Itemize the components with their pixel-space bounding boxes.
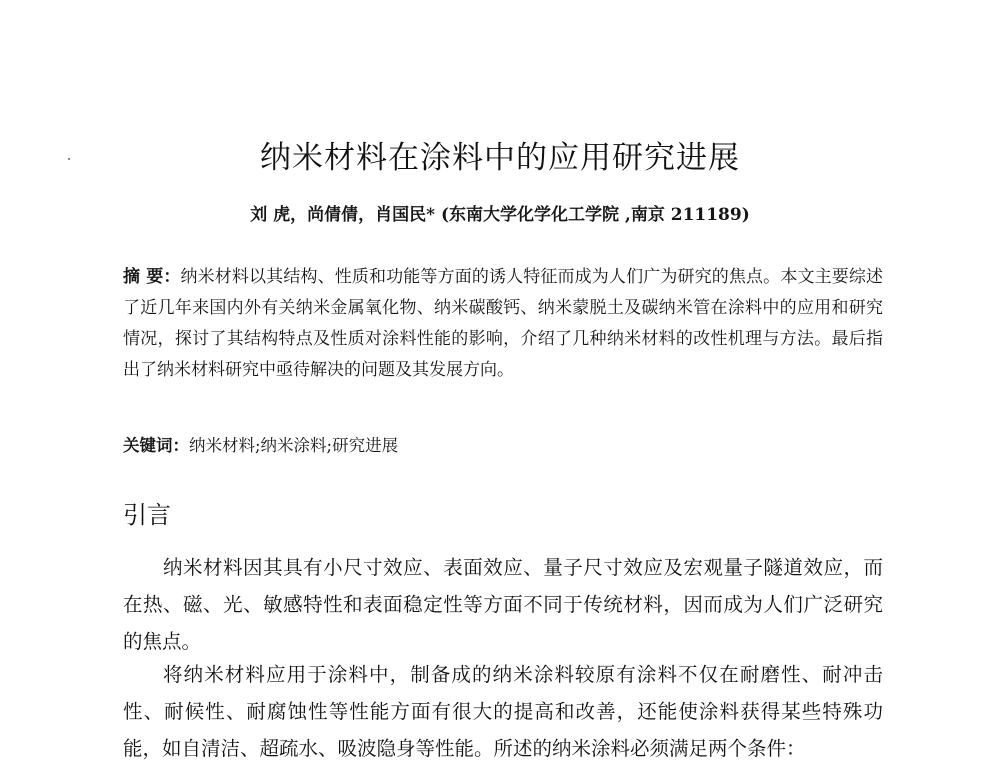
paper-title: 纳米材料在涂料中的应用研究进展: [260, 140, 740, 176]
keywords-label: 关键词：: [123, 436, 189, 455]
keywords-text: 纳米材料;纳米涂料;研究进展: [189, 436, 399, 455]
author-line: 刘 虎，尚倩倩，肖国民* (东南大学化学化工学院 ,南京 211189): [250, 205, 750, 225]
section-heading-introduction: 引言: [123, 501, 171, 529]
abstract: [123, 262, 883, 386]
body-paragraph: 将纳米材料应用于涂料中，制备成的纳米涂料较原有涂料不仅在耐磨性、耐冲击性、耐候性、耐腐蚀性等性能方面有很大的提高和改善，还能使涂料获得某些特殊功能，如自清洁、超疏水、吸波隐身等性能。所述的纳米涂料必须满足两个条件：: [123, 663, 883, 760]
abstract-text: 纳米材料以其结构、性质和功能等方面的诱人特征而成为人们广为研究的焦点。本文主要综述了近几年来国内外有关纳米金属氧化物、纳米碳酸钙、纳米蒙脱土及碳纳米管在涂料中的应用和研究情况，探讨了其结构特点及性质对涂料性能的影响，介绍了几种纳米材料的改性机理与方法。最后指出了纳米材料研究中亟待解决的问题及其发展方向。: [123, 267, 884, 380]
keywords: [123, 432, 398, 456]
abstract-label: 摘 要：: [123, 267, 181, 287]
body-paragraph: 纳米材料因其具有小尺寸效应、表面效应、量子尺寸效应及宏观量子隧道效应，而在热、磁、光、敏感特性和表面稳定性等方面不同于传统材料，因而成为人们广泛研究的焦点。: [123, 556, 883, 653]
